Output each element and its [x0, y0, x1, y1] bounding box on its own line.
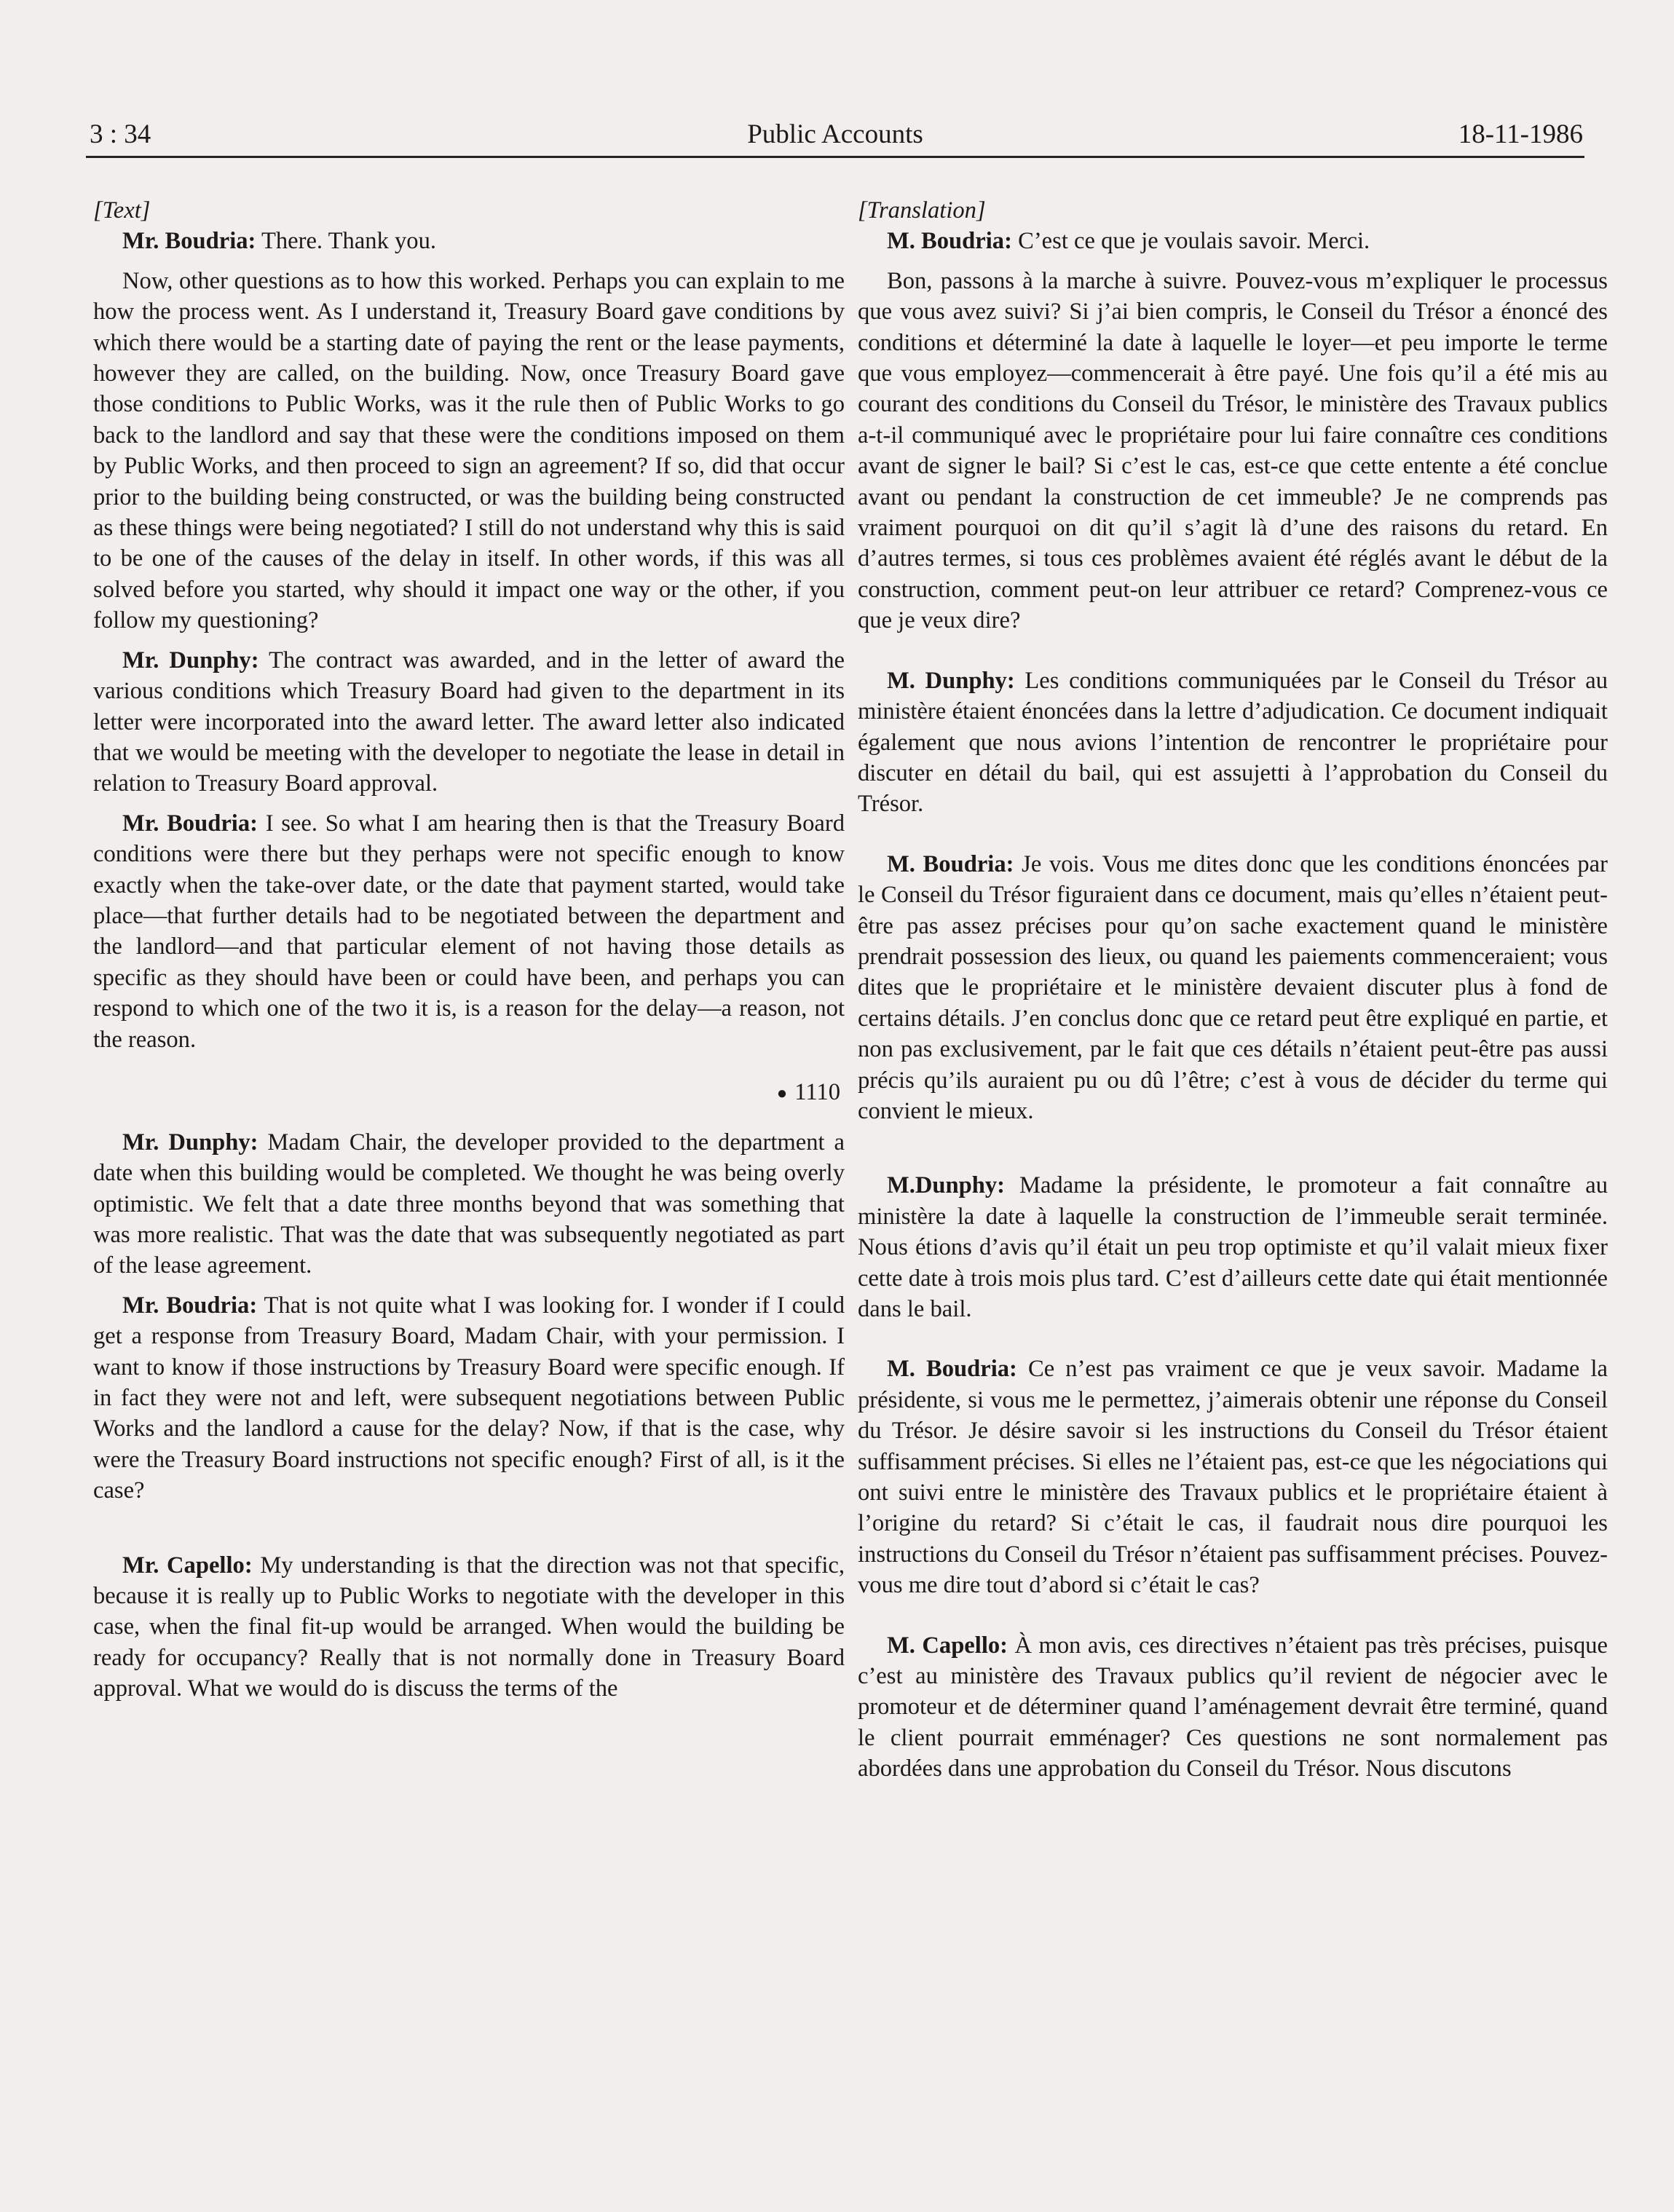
paragraph-text: Les conditions communiquées par le Conseil du Trésor au ministère étaient énoncées dans la lettre d’adjudication. Ce document indiquait également que nous avions l’intention de rencontrer le propriétaire pour discuter en détail du bail, qui est assujetti à l’approbation du Conseil du Trésor.	[858, 667, 1608, 818]
time-marker-text: 1110	[794, 1078, 840, 1105]
english-column	[93, 195, 845, 1705]
paragraph	[858, 849, 1608, 1127]
time-marker	[93, 1077, 845, 1110]
paragraph	[858, 226, 1608, 256]
paragraph	[858, 1354, 1608, 1600]
paragraph-text: My understanding is that the direction was not that specific, because it is really up to Public Works to negotiate with the developer in this case, when the final fit-up would be arranged. When would the building be ready for occupancy? Really that is not normally done in Treasury Board approval. What we would do is discuss the terms of the	[93, 1552, 845, 1702]
page-date: 18-11-1986	[1458, 119, 1583, 149]
speaker-name: M. Capello:	[887, 1632, 1008, 1659]
section-tag: [Text]	[93, 197, 151, 224]
speaker-name: M. Dunphy:	[887, 667, 1015, 694]
paragraph	[93, 266, 845, 636]
speaker-name: Mr. Boudria:	[122, 1292, 258, 1319]
paragraph	[858, 1170, 1608, 1324]
paragraph	[858, 266, 1608, 636]
speaker-name: M.Dunphy:	[887, 1172, 1006, 1199]
paragraph	[93, 1127, 845, 1281]
speaker-name: Mr. Capello:	[122, 1552, 253, 1579]
speaker-name: Mr. Dunphy:	[122, 1129, 258, 1156]
speaker-name: M. Boudria:	[887, 1356, 1017, 1383]
paragraph	[858, 665, 1608, 820]
speaker-name: M. Boudria:	[887, 228, 1012, 255]
paragraph	[93, 1290, 845, 1506]
speaker-name: M. Boudria:	[887, 850, 1014, 877]
paragraph-text: Bon, passons à la marche à suivre. Pouvez-vous m’expliquer le processus que vous avez suivi? Si j’ai bien compris, le Conseil du Trésor a énoncé des conditions et déterminé la date à laquelle le loyer—et peu importe le terme que vous employez—commencerait à être payé. Une fois qu’il a été mis au courant des conditions du Conseil du Trésor, le ministère des Travaux publics a-t-il communiqué avec le propriétaire pour lui faire connaître ces conditions avant de signer le bail? Si c’est le cas, est-ce que cette entente a été conclue avant ou pendant la construction de cet immeuble? Je ne comprends pas vraiment pourquoi on dit qu’il s’agit là d’une des raisons du retard. En d’autres termes, si tous ces problèmes avaient été réglés avant le début de la construction, comment peut-on leur attribuer ce retard? Comprenez-vous ce que je veux dire?	[858, 267, 1608, 634]
paragraph-text: The contract was awarded, and in the letter of award the various conditions which Treasury Board had given to the department in its letter were incorporated into the award letter. The award letter also indicated that we would be meeting with the developer to negotiate the lease in detail in relation to Treasury Board approval.	[93, 647, 845, 797]
bullet-icon: ●	[776, 1084, 788, 1104]
french-column	[858, 195, 1608, 1785]
paragraph-text: À mon avis, ces directives n’étaient pas très précises, puisque c’est au ministère des Travaux publics qu’il revient de négocier avec le promoteur et de déterminer quand l’aménagement devrait être terminé, quand le client pourrait emménager? Ces questions ne sont normalement pas abordées dans une approbation du Conseil du Trésor. Nous discutons	[858, 1632, 1608, 1782]
section-tag: [Translation]	[858, 197, 986, 224]
speaker-name: Mr. Dunphy:	[122, 647, 259, 674]
paragraph-text: That is not quite what I was looking for. I wonder if I could get a response from Treasury Board, Madam Chair, with your permission. I want to know if those instructions by Treasury Board were specific enough. If in fact they were not and left, were subsequent negotiations between Public Works and the landlord a cause for the delay? Now, if that is the case, why were the Treasury Board instructions not specific enough? First of all, is it the case?	[93, 1292, 845, 1504]
paragraph-text: Je vois. Vous me dites donc que les conditions énoncées par le Conseil du Trésor figuraient dans ce document, mais qu’elles n’étaient peut-être pas assez précises pour qu’on sache exactement quand le ministère prendrait possession des lieux, ou quand les paiements commenceraient; vous dites que le propriétaire et le ministère devaient discuter plus à fond de certains détails. J’en conclus donc que ce retard peut être expliqué en partie, et non pas exclusivement, par le fait que ces détails n’étaient peut-être pas aussi précis qu’ils auraient pu ou dû l’être; c’est à vous de décider du terme qui convient le mieux.	[858, 850, 1608, 1124]
paragraph-text: Madame la présidente, le promoteur a fait connaître au ministère la date à laquelle la construction de l’immeuble serait terminée. Nous étions d’avis qu’il était un peu trop optimiste et qu’il valait mieux fixer cette date à trois mois plus tard. C’est d’ailleurs cette date qui était mentionnée dans le bail.	[858, 1172, 1608, 1322]
paragraph-text: Now, other questions as to how this worked. Perhaps you can explain to me how the process went. As I understand it, Treasury Board gave conditions by which there would be a starting date of paying the rent or the lease payments, however they are called, on the building. Now, once Treasury Board gave those conditions to Public Works, was it the rule then of Public Works to go back to the landlord and say that these were the conditions imposed on them by Public Works, and then proceed to sign an agreement? If so, did that occur prior to the building being constructed, or was the building being constructed as these things were being negotiated? I still do not understand why this is said to be one of the causes of the delay in itself. In other words, if this was all solved before you started, why should it impact one way or the other, if you follow my questioning?	[93, 267, 845, 634]
page-number: 3 : 34	[90, 119, 151, 149]
speaker-name: Mr. Boudria:	[122, 810, 258, 837]
paragraph-text: Madam Chair, the developer provided to the department a date when this building would be completed. We thought he was being overly optimistic. We felt that a date three months beyond that was something that was more realistic. That was the date that was subsequently negotiated as part of the lease agreement.	[93, 1129, 845, 1279]
paragraph-text: I see. So what I am hearing then is that the Treasury Board conditions were there but they perhaps were not specific enough to know exactly when the take-over date, or the date that payment started, would take place—that further details had to be negotiated between the department and the landlord—and that particular element of not having those details as specific as they should have been or could have been, and perhaps you can respond to which one of the two it is, is a reason for the delay—a reason, not the reason.	[93, 810, 845, 1053]
paragraph	[93, 226, 845, 256]
paragraph	[93, 1550, 845, 1705]
paragraph-text: Ce n’est pas vraiment ce que je veux savoir. Madame la présidente, si vous me le permettez, j’aimerais obtenir une réponse du Conseil du Trésor. Je désire savoir si les instructions du Conseil du Trésor étaient suffisamment précises. Si elles ne l’étaient pas, est-ce que les négociations qui ont suivi entre le ministère des Travaux publics et le propriétaire étaient à l’origine du retard? Si c’était le cas, il faudrait nous dire pourquoi les instructions du Conseil du Trésor n’étaient pas suffisamment précises. Pouvez-vous me dire tout d’abord si c’était le cas?	[858, 1356, 1608, 1599]
page-title: Public Accounts	[747, 119, 923, 149]
speaker-name: Mr. Boudria:	[122, 228, 256, 255]
page-header	[86, 109, 1584, 158]
paragraph-text: C’est ce que je voulais savoir. Merci.	[1011, 228, 1370, 255]
paragraph	[858, 1630, 1608, 1785]
paragraph	[93, 808, 845, 1055]
paragraph	[93, 645, 845, 799]
paragraph-text: There. Thank you.	[256, 228, 437, 255]
